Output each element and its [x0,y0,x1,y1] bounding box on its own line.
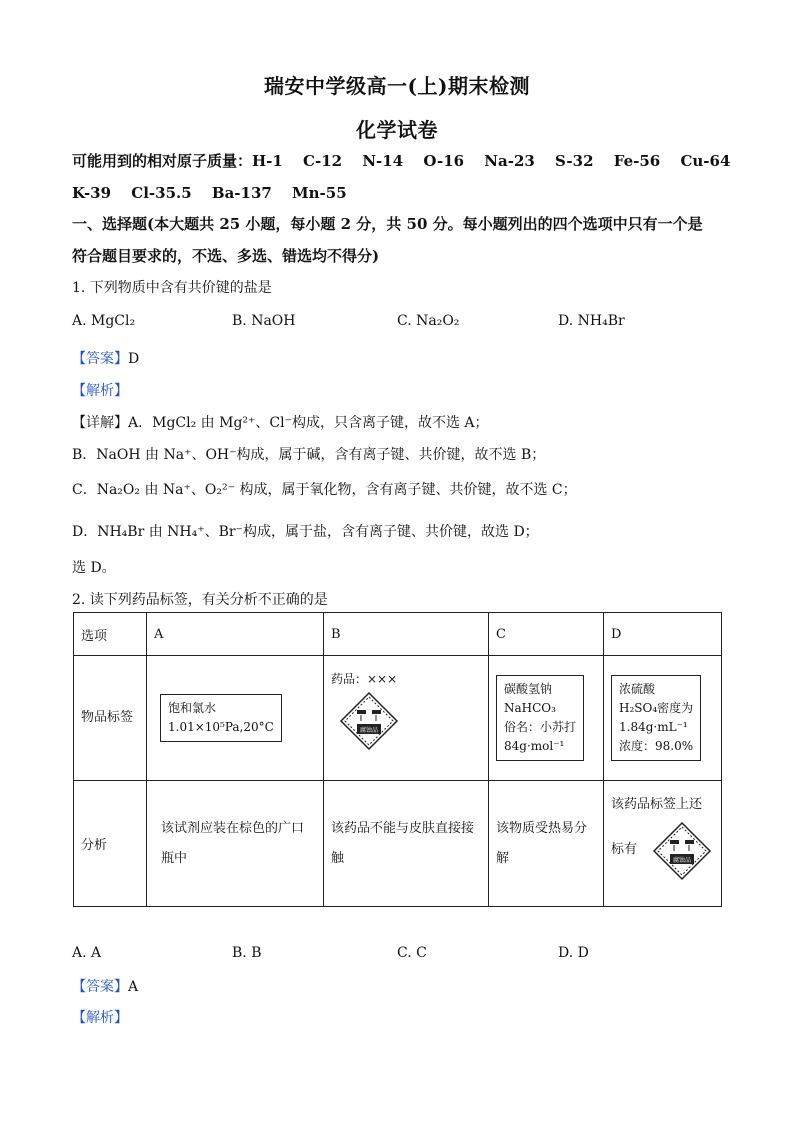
q1-conclusion: 选 D。 [72,560,116,576]
col-header-b: B [324,613,489,656]
section-heading-line-1: 一、选择题(本大题共 25 小题，每小题 2 分，共 50 分。每小题列出的四个选项中只有一个是 [72,215,703,233]
analysis-cell-d [604,781,722,907]
label-a-box [160,694,282,742]
q2-option-b: B. B [232,945,262,961]
label-c-line-2: NaHCO₃ [504,701,556,715]
col-header-a: A [147,613,324,656]
analysis-c: 该物质受热易分解 [489,781,604,907]
answer-value: D [128,351,140,367]
analysis-a: 该试剂应装在棕色的广口瓶中 [147,781,324,907]
row-header-analysis: 分析 [74,781,147,907]
q1-detail-c: C．Na₂O₂ 由 Na⁺、O₂²⁻ 构成，属于氧化物，含有离子键、共价键，故不选 C； [72,482,577,498]
label-d-line-2: H₂SO₄密度为 [619,701,694,715]
q1-detail-d: D．NH₄Br 由 NH₄⁺、Br⁻构成，属于盐，含有离子键、共价键，故选 D； [72,524,539,540]
label-c-line-4: 84g·mol⁻¹ [504,739,565,753]
answer-value: A [128,979,139,995]
page-subtitle: 化学试卷 [356,118,438,142]
hazard-text-d: 腐蚀品 [672,857,692,864]
answer-tag: 【答案】 [72,979,128,995]
q1-option-a: A. MgCl₂ [72,313,136,329]
label-c-line-3: 俗名：小苏打 [504,720,577,734]
label-a-line-2: 1.01×10⁵Pa,20°C [168,720,274,734]
label-cell-b [324,656,489,781]
row-header-label: 物品标签 [74,656,147,781]
atomic-mass-line-1: 可能用到的相对原子质量：H-1 C-12 N-14 O-16 Na-23 S-32 Fe-56 Cu-64 [72,152,731,170]
q2-option-a: A. A [72,945,102,961]
label-cell-c [489,656,604,781]
col-header-d: D [604,613,722,656]
analysis-d-post: 标有 [611,842,638,857]
q2-analysis-tag: 【解析】 [72,1010,128,1026]
label-d-line-3: 1.84g·mL⁻¹ [619,720,688,734]
label-d-line-1: 浓硫酸 [619,682,656,696]
q1-analysis-tag: 【解析】 [72,383,128,399]
hazard-text-b: 腐蚀品 [359,727,379,734]
analysis-b: 该药品不能与皮肤直接接触 [324,781,489,907]
label-c-box [496,675,584,761]
q1-option-b: B. NaOH [232,313,296,329]
label-cell-a [147,656,324,781]
row-header-option: 选项 [74,613,147,656]
q2-stem: 2. 读下列药品标签，有关分析不正确的是 [72,592,328,608]
q2-answer [72,976,138,996]
label-a-line-1: 饱和氯水 [168,701,217,715]
q2-option-d: D. D [558,945,589,961]
label-c-line-1: 碳酸氢钠 [504,682,553,696]
page-title: 瑞安中学级高一(上)期末检测 [264,74,530,98]
q1-detail-a: 【详解】A．MgCl₂ 由 Mg²⁺、Cl⁻构成，只含离子键，故不选 A； [72,415,489,431]
section-heading-line-2: 符合题目要求的，不选、多选、错选均不得分) [72,247,380,265]
analysis-d-pre: 该药品标签上还 [611,797,703,812]
q2-label-table [73,612,722,907]
col-header-c: C [489,613,604,656]
q1-option-d: D. NH₄Br [558,313,625,329]
corrosive-hazard-icon [652,821,712,885]
corrosive-hazard-icon [339,691,481,755]
label-d-line-4: 浓度：98.0% [619,739,694,753]
label-b-title: 药品：××× [331,672,398,686]
q1-option-c: C. Na₂O₂ [397,313,460,329]
answer-tag: 【答案】 [72,351,128,367]
q2-option-c: C. C [397,945,427,961]
q1-stem: 1. 下列物质中含有共价键的盐是 [72,280,272,296]
atomic-mass-line-2: K-39 Cl-35.5 Ba-137 Mn-55 [72,184,347,202]
q1-detail-b: B．NaOH 由 Na⁺、OH⁻构成，属于碱，含有离子键、共价键，故不选 B； [72,447,546,463]
label-d-box [611,675,701,761]
label-cell-d [604,656,722,781]
q1-answer [72,348,139,368]
